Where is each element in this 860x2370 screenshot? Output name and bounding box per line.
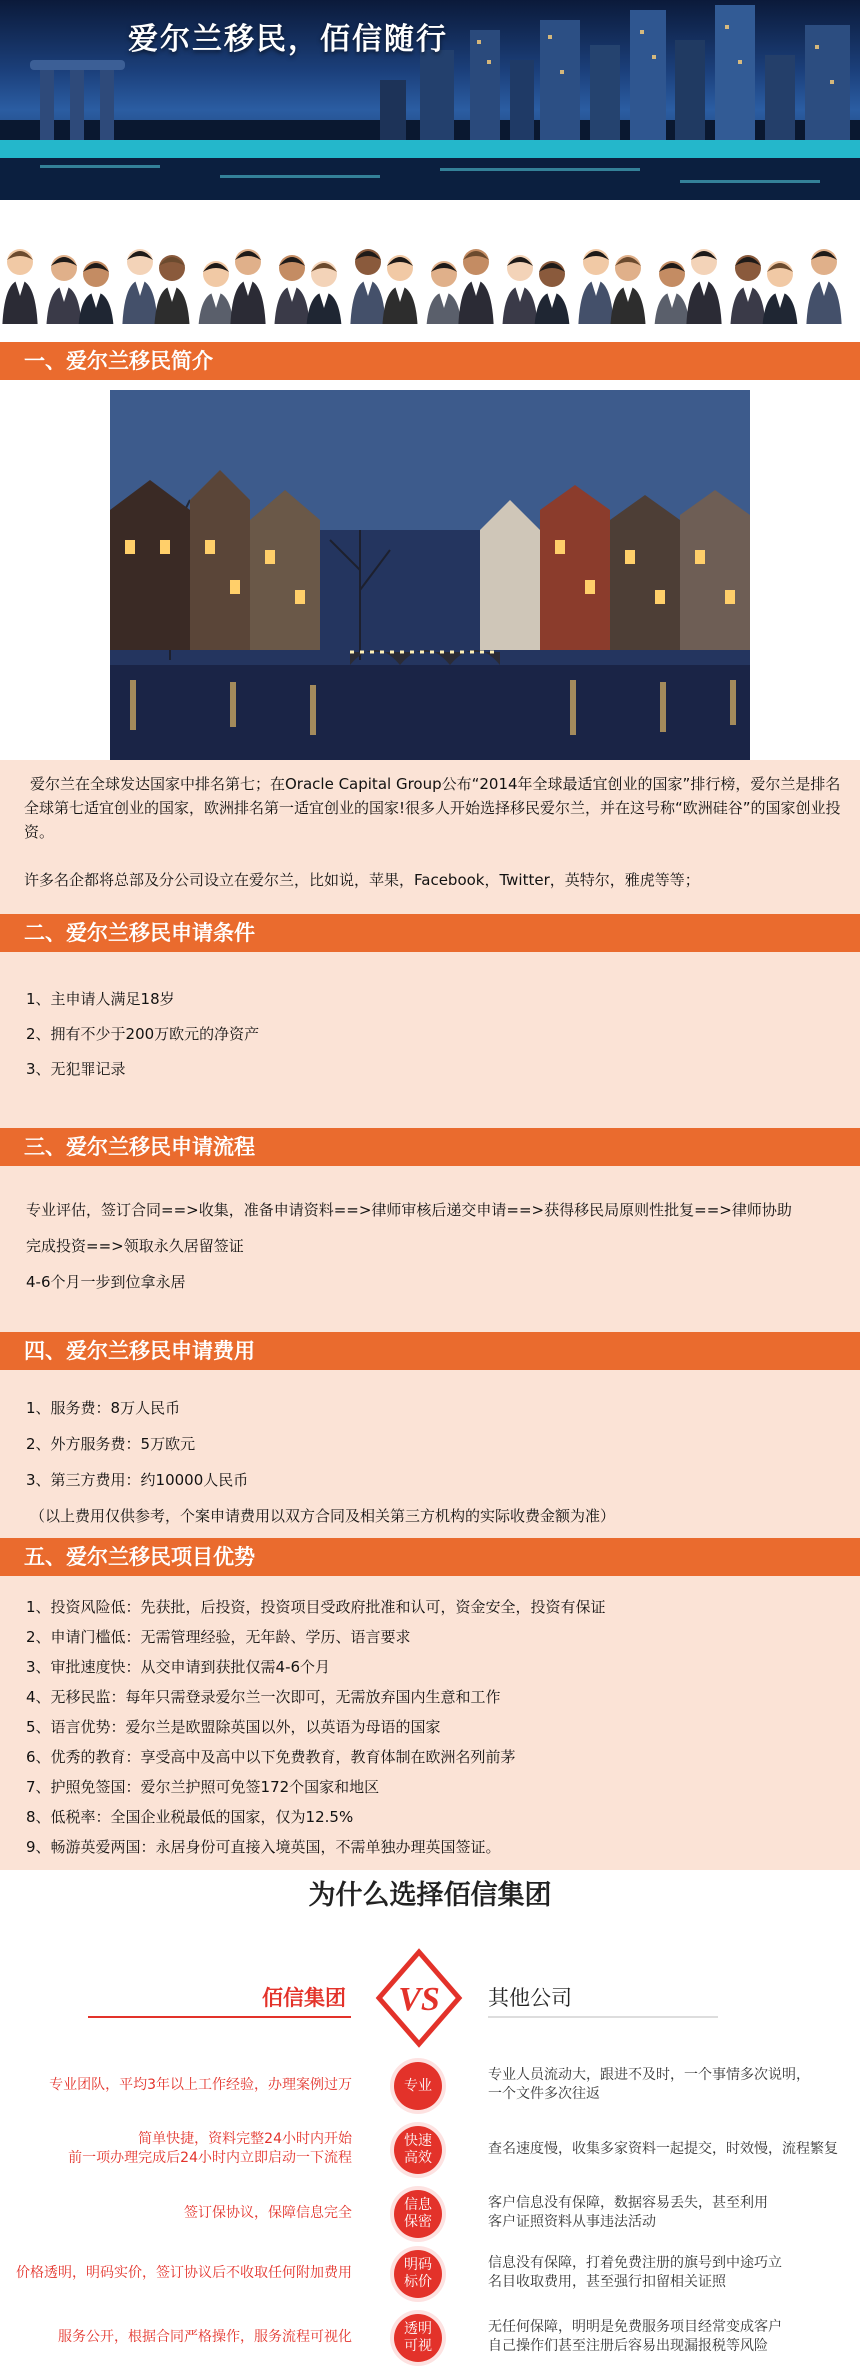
list-item: 2、外方服务费：5万欧元 xyxy=(26,1435,196,1453)
section-title-fees: 四、爱尔兰移民申请费用 xyxy=(0,1332,860,1370)
competitor-text xyxy=(488,2066,858,2104)
competitor-text xyxy=(488,2140,858,2159)
right-divider xyxy=(488,2016,718,2018)
fees-list xyxy=(26,1390,615,1534)
vs-label: VS xyxy=(398,1981,440,2018)
feature-badge-label: 专业 xyxy=(404,2077,432,2094)
left-brand-label: 佰信集团 xyxy=(262,1986,346,2010)
competitor-line: 自己操作们甚至注册后容易出现漏报税等风险 xyxy=(488,2338,768,2354)
feature-badge xyxy=(394,2126,442,2174)
advantage-text xyxy=(0,2264,352,2283)
feature-badge-label: 信息 xyxy=(404,2197,432,2213)
banner-title: 爱尔兰移民，佰信随行 xyxy=(128,22,448,57)
advantages-list xyxy=(26,1592,606,1862)
section-title-advantages: 五、爱尔兰移民项目优势 xyxy=(0,1538,860,1576)
list-item: 1、服务费：8万人民币 xyxy=(26,1399,181,1417)
section-title-process: 三、爱尔兰移民申请流程 xyxy=(0,1128,860,1166)
competitor-line: 一个文件多次往返 xyxy=(488,2086,600,2102)
competitor-line: 专业人员流动大，跟进不及时，一个事情多次说明， xyxy=(488,2067,810,2083)
conditions-list xyxy=(26,982,259,1087)
list-item: 2、拥有不少于200万欧元的净资产 xyxy=(26,1025,260,1043)
why-choose-title: 为什么选择佰信集团 xyxy=(308,1880,552,1911)
list-item: 3、审批速度快：从交申请到获批仅需4-6个月 xyxy=(26,1658,331,1676)
amsterdam-canal-photo xyxy=(110,390,750,762)
section-title-intro: 一、爱尔兰移民简介 xyxy=(0,342,860,380)
feature-badge-label: 标价 xyxy=(404,2274,432,2290)
business-people-illustration xyxy=(0,212,860,340)
advantage-line: 价格透明，明码实价，签订协议后不收取任何附加费用 xyxy=(16,2265,352,2281)
list-item: 1、投资风险低：先获批，后投资，投资项目受政府批准和认可，资金安全，投资有保证 xyxy=(26,1598,606,1616)
advantage-text xyxy=(0,2204,352,2223)
intro-text-block xyxy=(0,760,860,910)
left-divider xyxy=(88,2016,351,2018)
competitor-line: 客户证照资料从事违法活动 xyxy=(488,2214,656,2230)
list-item: 7、护照免签国：爱尔兰护照可免签172个国家和地区 xyxy=(26,1778,380,1796)
intro-paragraph-2: 许多名企都将总部及分公司设立在爱尔兰，比如说，苹果，Facebook，Twitter，英特尔，雅虎等等； xyxy=(24,871,700,889)
feature-badge xyxy=(394,2062,442,2110)
competitor-text xyxy=(488,2194,858,2232)
competitor-line: 客户信息没有保障，数据容易丢失，甚至利用 xyxy=(488,2195,768,2211)
competitor-line: 信息没有保障，打着免费注册的旗号到中途巧立 xyxy=(488,2255,782,2271)
feature-badge xyxy=(394,2190,442,2238)
process-text xyxy=(26,1192,848,1300)
feature-badge xyxy=(394,2250,442,2298)
feature-badge-label: 明码 xyxy=(404,2257,432,2273)
list-item: 5、语言优势：爱尔兰是欧盟除英国以外，以英语为母语的国家 xyxy=(26,1718,441,1736)
advantage-line: 签订保协议，保障信息完全 xyxy=(184,2205,352,2221)
list-item: 4、无移民监：每年只需登录爱尔兰一次即可，无需放弃国内生意和工作 xyxy=(26,1688,501,1706)
banner xyxy=(0,0,860,200)
advantage-line: 前一项办理完成后24小时内立即启动一下流程 xyxy=(68,2150,352,2166)
advantage-line: 服务公开，根据合同严格操作，服务流程可视化 xyxy=(58,2329,352,2345)
advantage-text xyxy=(0,2076,352,2095)
advantage-text xyxy=(0,2130,352,2168)
intro-paragraph-1: 爱尔兰在全球发达国家中排名第七；在Oracle Capital Group公布“2014年全球最适宜创业的国家”排行榜，爱尔兰是排名全球第七适宜创业的国家，欧洲排名第一适宜创业的国家!很多人开始选择移民爱尔兰，并在这号称“欧洲硅谷”的国家创业投资。 xyxy=(24,775,841,841)
feature-badge-label: 保密 xyxy=(404,2214,432,2230)
list-item: 2、申请门槛低：无需管理经验，无年龄、学历、语言要求 xyxy=(26,1628,411,1646)
feature-badge-label: 高效 xyxy=(404,2150,432,2166)
feature-badge-label: 透明 xyxy=(404,2321,432,2337)
list-item: 3、第三方费用：约10000人民币 xyxy=(26,1471,249,1489)
competitor-line: 无任何保障，明明是免费服务项目经常变成客户 xyxy=(488,2319,782,2335)
section-title-conditions: 二、爱尔兰移民申请条件 xyxy=(0,914,860,952)
process-line-1: 专业评估，签订合同==>收集，准备申请资料==>律师审核后递交申请==>获得移民局原则性批复==>律师协助 xyxy=(26,1201,792,1219)
feature-badge-label: 可视 xyxy=(404,2338,432,2354)
competitor-line: 名目收取费用，甚至强行扣留相关证照 xyxy=(488,2274,726,2290)
list-item: 3、无犯罪记录 xyxy=(26,1060,126,1078)
list-item: 1、主申请人满足18岁 xyxy=(26,990,175,1008)
list-item: 6、优秀的教育：享受高中及高中以下免费教育，教育体制在欧洲名列前茅 xyxy=(26,1748,516,1766)
advantage-text xyxy=(0,2328,352,2347)
vs-icon xyxy=(375,1948,463,2052)
competitor-text xyxy=(488,2318,858,2356)
process-line-3: 4-6个月一步到位拿永居 xyxy=(26,1273,186,1291)
competitor-text xyxy=(488,2254,858,2292)
advantage-line: 专业团队，平均3年以上工作经验，办理案例过万 xyxy=(49,2077,352,2093)
fees-note: （以上费用仅供参考，个案申请费用以双方合同及相关第三方机构的实际收费金额为准） xyxy=(30,1507,616,1525)
process-line-2: 完成投资==>领取永久居留签证 xyxy=(26,1237,244,1255)
advantage-line: 简单快捷，资料完整24小时内开始 xyxy=(138,2131,352,2147)
list-item: 9、畅游英爱两国：永居身份可直接入境英国，不需单独办理英国签证。 xyxy=(26,1838,501,1856)
competitor-line: 查名速度慢，收集多家资料一起提交，时效慢，流程繁复 xyxy=(488,2141,838,2157)
feature-badge xyxy=(394,2314,442,2362)
feature-badge-label: 快速 xyxy=(404,2133,432,2149)
right-brand-label: 其他公司 xyxy=(488,1986,572,2010)
list-item: 8、低税率：全国企业税最低的国家，仅为12.5% xyxy=(26,1808,354,1826)
